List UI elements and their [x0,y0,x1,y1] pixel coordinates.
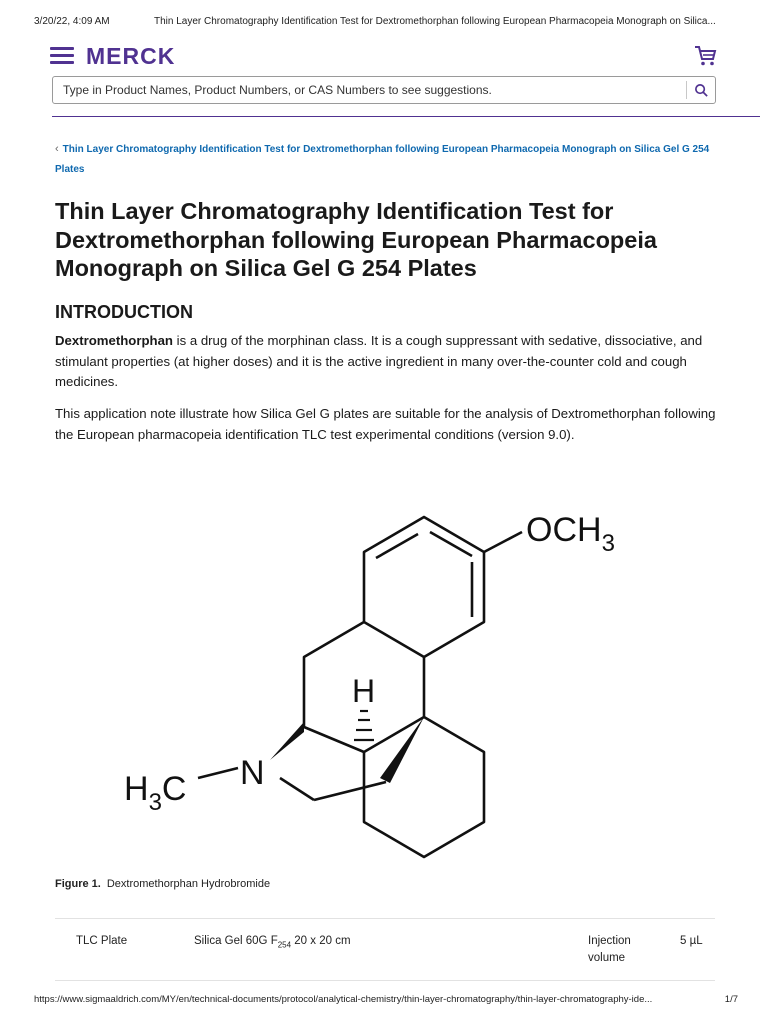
table-cell-label: TLC Plate [76,935,128,947]
search-divider [686,81,687,99]
section-heading: INTRODUCTION [55,302,193,322]
search-bar [52,76,716,104]
dextromethorphan-structure [110,500,650,870]
chevron-left-icon: ‹ [55,143,59,155]
table-top-border [55,918,715,919]
table-row-border [55,980,715,981]
intro-text: is a drug of the morphinan class. It is a cough suppressant with sedative, dissociative, and stimulant properties (at higher doses) and it is the active ingredient in many over-the-counter cold and cough medicines. [55,333,703,389]
print-title: Thin Layer Chromatography Identification Test for Dextromethorphan following European Pharmacopeia Monograph on Silica... [154,16,716,27]
methyl-label: $H_3C$ [124,770,187,816]
figure-caption-text: Dextromethorphan Hydrobromide [106,878,271,890]
intro-paragraph [55,331,720,393]
figure-caption-label: Figure 1. [55,878,101,890]
table-cell-value-2: 5 µL [680,935,703,947]
nitrogen-label: N [240,754,265,792]
hydrogen-label: H [352,673,376,709]
merck-logo[interactable]: MERCK [86,43,176,69]
site-header [50,44,718,68]
header-divider [52,116,760,117]
och3-label: $OCH_3$ [526,511,615,557]
page-title: Thin Layer Chromatography Identification Test for Dextromethorphan following European Pharmacopeia Monograph on Silica Gel G 254 Plates [55,198,657,281]
breadcrumb-link[interactable]: Thin Layer Chromatography Identification Test for Dextromethorphan following European Pharmacopeia Monograph on Silica Gel G 254 Plates [55,144,710,175]
figure-caption [55,878,270,890]
breadcrumb [55,139,715,180]
search-icon[interactable] [694,83,709,98]
table-cell-value: Silica Gel 60G $F_{254}$ 20 x 20 cm [194,935,351,950]
table-cell-label-2: Injection volume [588,935,631,964]
search-input[interactable] [63,77,683,103]
footer-url: https://www.sigmaaldrich.com/MY/en/technical-documents/protocol/analytical-chemistry/thin-layer-chromatography/thin-layer-chromatography-ide... [34,994,653,1005]
application-paragraph: This application note illustrate how Silica Gel G plates are suitable for the analysis of Dextromethorphan following the European pharmacopeia identification TLC test experimental conditions (version 9.0). [55,406,716,442]
hamburger-menu-icon[interactable] [50,47,74,64]
intro-bold-term: Dextromethorphan [55,333,173,348]
shopping-cart-icon[interactable] [694,44,718,68]
print-date: 3/20/22, 4:09 AM [34,16,110,27]
page-number: 1/7 [724,994,738,1005]
